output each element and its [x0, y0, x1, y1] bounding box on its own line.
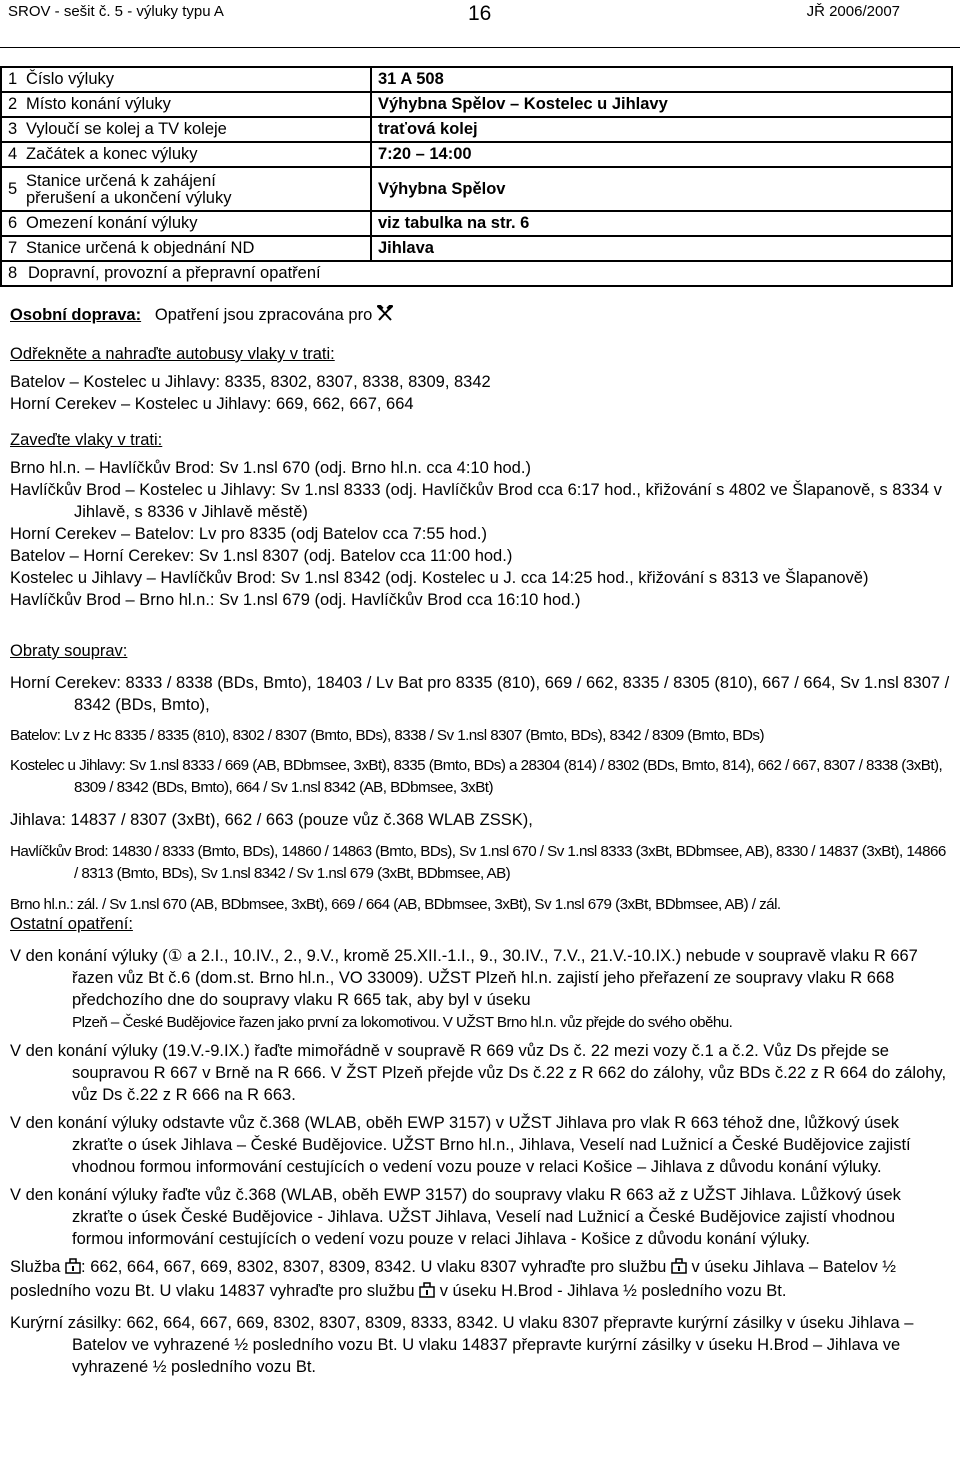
crossed-hammers-icon	[377, 305, 393, 328]
table-row	[1, 142, 952, 167]
service-compartment-icon	[419, 1281, 435, 1304]
header-left: SROV - sešit č. 5 - výluky typu A	[8, 3, 224, 20]
paragraph-text: : 662, 664, 667, 669, 8302, 8307, 8309, 8342. U vlaku 8307 vyhraďte pro službu	[81, 1258, 671, 1276]
list-item: Horní Cerekev – Batelov: Lv pro 8335 (odj Batelov cca 7:55 hod.)	[10, 525, 487, 543]
row-number: 4	[1, 142, 22, 167]
paragraph-text: v úseku Jihlava – Batelov ½ posledního vozu Bt. U vlaku 14837 vyhraďte pro službu	[10, 1258, 897, 1300]
table-row	[1, 67, 952, 92]
row-label-line: přerušení a ukončení výluky	[26, 189, 232, 207]
table-row	[1, 236, 952, 261]
table-row	[1, 261, 952, 286]
row-label: Vyloučí se kolej a TV koleje	[22, 117, 371, 142]
row-value: viz tabulka na str. 6	[371, 211, 952, 236]
service-compartment-icon	[65, 1257, 81, 1280]
paragraph: V den konání výluky odstavte vůz č.368 (WLAB, oběh EWP 3157) v UŽST Jihlava pro vlak R 663 téhož dne, lůžkový úsek zkraťte o úsek Jihlava – České Budějovice. UŽST Brno hl.n., Jihlava, Veselí nad Lužnicí a České Budějovice zajistí vhodnou formou informování cestujících o vedení vozu pouze v relaci Košice – Jihlava z důvodu konání výluky.	[10, 1114, 911, 1176]
row-label	[22, 167, 371, 211]
list-item: Kostelec u Jihlavy – Havlíčkův Brod: Sv 1.nsl 8342 (odj. Kostelec u J. cca 14:25 hod., křižování s 8313 ve Šlapanově)	[10, 569, 869, 587]
paragraph-text: V den konání výluky (① a 2.I., 10.IV., 2., 9.V., kromě 25.XII.-1.I., 9., 30.IV., 7.V., 21.V.-10.IX.) nebude v soupravě vlaku R 667 řazen vůz Bt č.6 (dom.st. Brno hl.n., VO 33009). UŽST Plzeň hl.n. zajistí jeho přeřazení ze soupravy vlaku R 668 předchozího dne do soupravy vlaku R 665 tak, aby byl v úseku	[10, 947, 918, 1009]
table-row	[1, 211, 952, 236]
row-value: 31 A 508	[371, 67, 952, 92]
service-paragraph	[10, 1256, 950, 1304]
introduce-trains-section	[10, 429, 950, 611]
passenger-transport-section	[10, 304, 950, 328]
paragraph: Kurýrní zásilky: 662, 664, 667, 669, 8302, 8307, 8309, 8333, 8342. U vlaku 8307 přepravte kurýrní zásilky v úseku Jihlava – Batelov ve vyhrazené ½ posledního vozu Bt. U vlaku 14837 přepravte kurýrní zásilky v úseku H.Brod – Jihlava ve vyhrazené ½ posledního vozu Bt.	[10, 1314, 914, 1376]
row-number: 7	[1, 236, 22, 261]
table-row	[1, 117, 952, 142]
paragraph	[10, 945, 950, 1034]
list-item: Havlíčkův Brod: 14830 / 8333 (Bmto, BDs), 14860 / 14863 (Bmto, BDs), Sv 1.nsl 670 / Sv 1.nsl 8333 (3xBt, BDbmsee, AB), 8330 / 14837 (3xBt), 14866 / 8313 (Bmto, BDs), Sv 1.nsl 8342 / Sv 1.nsl 679 (3xBt, BDbmsee, AB)	[10, 843, 946, 882]
row-number: 5	[1, 167, 22, 211]
list-item: Batelov – Kostelec u Jihlavy: 8335, 8302, 8307, 8338, 8309, 8342	[10, 373, 491, 391]
section-heading: Osobní doprava:	[10, 306, 142, 324]
list-item: Horní Cerekev – Kostelec u Jihlavy: 669, 662, 667, 664	[10, 395, 414, 413]
list-item: Havlíčkův Brod – Kostelec u Jihlavy: Sv 1.nsl 8333 (odj. Havlíčkův Brod cca 6:17 hod., křižování s 4802 ve Šlapanově, s 8334 v Jihlavě, s 8336 v Jihlavě městě)	[10, 481, 942, 521]
row-value: 7:20 – 14:00	[371, 142, 952, 167]
table-row	[1, 92, 952, 117]
paragraph-text: v úseku H.Brod - Jihlava ½ posledního vozu Bt.	[435, 1282, 787, 1300]
service-compartment-icon	[671, 1257, 687, 1280]
section-heading: Odřekněte a nahraďte autobusy vlaky v trati:	[10, 345, 335, 363]
row-label: Místo konání výluky	[22, 92, 371, 117]
page-header	[0, 0, 960, 26]
row-number: 8	[1, 261, 22, 286]
list-item: Jihlava: 14837 / 8307 (3xBt), 662 / 663 (pouze vůz č.368 WLAB ZSSK),	[10, 811, 533, 829]
row-value: Výhybna Spělov	[371, 167, 952, 211]
row-label: Číslo výluky	[22, 67, 371, 92]
row-label: Dopravní, provozní a přepravní opatření	[22, 261, 952, 286]
section-heading: Obraty souprav:	[10, 642, 128, 660]
section-text: Opatření jsou zpracována pro	[154, 306, 373, 324]
row-label: Omezení konání výluky	[22, 211, 371, 236]
paragraph: V den konání výluky řaďte vůz č.368 (WLAB, oběh EWP 3157) do soupravy vlaku R 663 až z UŽST Jihlava. Lůžkový úsek zkraťte o úsek České Budějovice - Jihlava. UŽST Jihlava, Veselí nad Lužnicí a České Budějovice zajistí vhodnou formou informování cestujících o vedení vozu pouze v relaci Jihlava - Košice z důvodu konání výluky.	[10, 1186, 901, 1248]
row-number: 2	[1, 92, 22, 117]
list-item: Havlíčkův Brod – Brno hl.n.: Sv 1.nsl 679 (odj. Havlíčkův Brod cca 16:10 hod.)	[10, 591, 581, 609]
row-value: Výhybna Spělov – Kostelec u Jihlavy	[371, 92, 952, 117]
row-number: 1	[1, 67, 22, 92]
closure-info-table	[0, 66, 953, 287]
section-heading: Ostatní opatření:	[10, 915, 133, 933]
page-number: 16	[468, 2, 492, 25]
row-number: 6	[1, 211, 22, 236]
paragraph-text: Plzeň – České Budějovice řazen jako první za lokomotivou. V UŽST Brno hl.n. vůz přejde do svého oběhu.	[72, 1014, 733, 1031]
list-item: Brno hl.n.: zál. / Sv 1.nsl 670 (AB, BDbmsee, 3xBt), 669 / 664 (AB, BDbmsee, 3xBt), Sv 1.nsl 679 (3xBt, BDbmsee, AB) / zál.	[10, 896, 781, 913]
cancel-replace-section	[10, 343, 950, 415]
section-heading: Zaveďte vlaky v trati:	[10, 431, 163, 449]
row-value: traťová kolej	[371, 117, 952, 142]
row-value: Jihlava	[371, 236, 952, 261]
row-label: Stanice určená k objednání ND	[22, 236, 371, 261]
list-item: Batelov: Lv z Hc 8335 / 8335 (810), 8302 / 8307 (Bmto, BDs), 8338 / Sv 1.nsl 8307 (Bmto, BDs), 8342 / 8309 (Bmto, BDs)	[10, 727, 764, 744]
header-divider	[0, 47, 960, 48]
list-item: Kostelec u Jihlavy: Sv 1.nsl 8333 / 669 (AB, BDbmsee, 3xBt), 8335 (Bmto, BDs) a 28304 (814) / 8302 (BDs, Bmto, 814), 662 / 667, 8307 / 8338 (3xBt), 8309 / 8342 (BDs, Bmto), 664 / Sv 1.nsl 8342 (AB, BDbmsee, 3xBt)	[10, 757, 943, 796]
paragraph-text: Služba	[10, 1258, 66, 1276]
paragraph: V den konání výluky (19.V.-9.IX.) řaďte mimořádně v soupravě R 669 vůz Ds č. 22 mezi vozy č.1 a č.2. Vůz Ds přejde se soupravou R 667 v Brně na R 666. V ŽST Plzeň přejde vůz Ds č.22 z R 662 do zálohy, vůz BDs č.22 z R 664 do zálohy, vůz Ds č.22 z R 666 na R 663.	[10, 1042, 947, 1104]
header-right: JŘ 2006/2007	[806, 3, 900, 20]
row-number: 3	[1, 117, 22, 142]
table-row	[1, 167, 952, 211]
list-item: Batelov – Horní Cerekev: Sv 1.nsl 8307 (odj. Batelov cca 11:00 hod.)	[10, 547, 513, 565]
list-item: Brno hl.n. – Havlíčkův Brod: Sv 1.nsl 670 (odj. Brno hl.n. cca 4:10 hod.)	[10, 459, 531, 477]
other-measures-section	[10, 913, 950, 1378]
row-label-line: Stanice určená k zahájení	[26, 172, 216, 190]
list-item: Horní Cerekev: 8333 / 8338 (BDs, Bmto), 18403 / Lv Bat pro 8335 (810), 669 / 662, 8335 / 8305 (810), 667 / 664, Sv 1.nsl 8307 / 8342 (BDs, Bmto),	[10, 674, 950, 714]
row-label: Začátek a konec výluky	[22, 142, 371, 167]
set-turnarounds-section	[10, 640, 950, 916]
